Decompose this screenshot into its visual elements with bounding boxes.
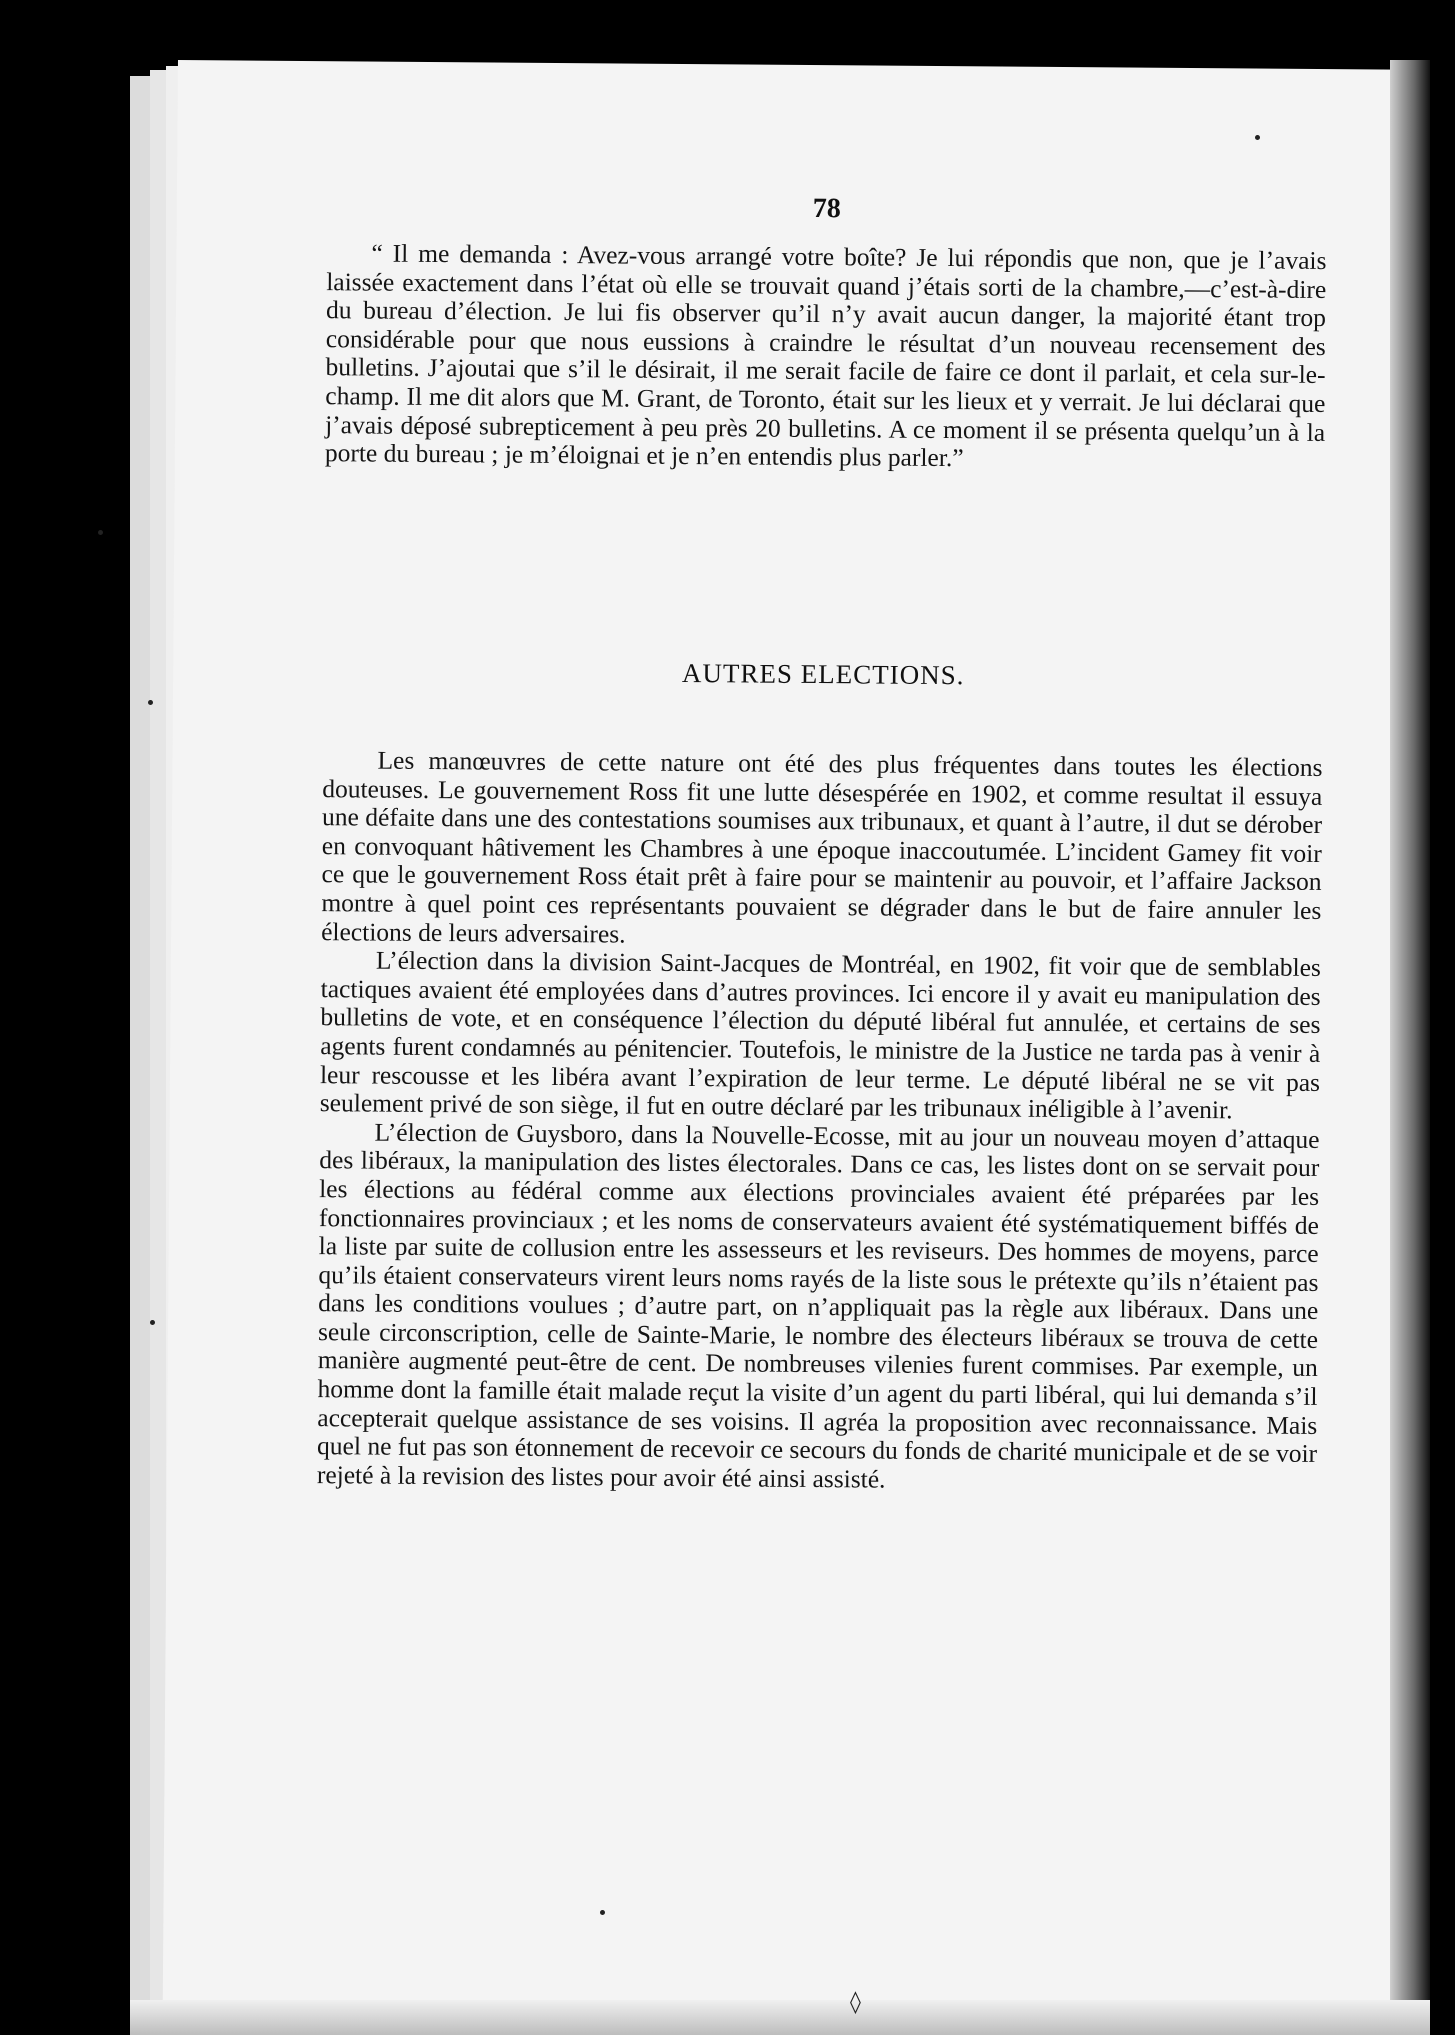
quote-block [325, 239, 1327, 476]
page-shadow [1390, 60, 1430, 2035]
speck [148, 700, 153, 705]
page-content [316, 61, 1328, 1494]
speck [150, 1320, 155, 1325]
speck [1255, 135, 1260, 140]
section-heading: AUTRES ELECTIONS. [681, 657, 965, 691]
page-bottom-edge [130, 2000, 1430, 2035]
speck [98, 530, 103, 535]
page-edge [150, 70, 166, 2035]
paragraph: L’élection dans la division Saint-Jacques de Montréal, en 1902, fit voir que de semblables tactiques avaient été employées dans d’autres provinces. Ici encore il y avait eu manipulation des bulletins de vote, et en conséquence l’élection du député libéral fut annulée, et certains de ses agents furent condamnés au pénitencier. Toutefois, le ministre de la Justice ne tarda pas à venir à leur rescousse et les libéra avant l’expiration de leur terme. Le député libéral ne se vit pas seulement privé de son siège, il fut en outre déclaré par les tribunaux inéligible à l’avenir. [319, 945, 1322, 1125]
body-text [317, 746, 1323, 1497]
speck [600, 1910, 605, 1915]
quote-paragraph: “ Il me demanda : Avez-vous arrangé votre boîte? Je lui répondis que non, que je l’avais laissée exactement dans l’état où elle se trouvait quand j’étais sorti de la chambre,—c’est-à-dire du bureau d’élection. Je lui fis observer qu’il n’y avait aucun danger, la majorité étant trop considérable pour que nous eussions à craindre le résultat d’un nouveau recensement des bulletins. J’ajoutai que s’il le désirait, il me serait facile de faire ce dont il parlait, et cela sur-le-champ. Il me dit alors que M. Grant, de Toronto, était sur les lieux et y verrait. Je lui déclarai que j’avais déposé subrepticement à peu près 20 bulletins. A ce moment il se présenta quelqu’un à la porte du bureau ; je m’éloignai et je n’en entendis plus parler.” [324, 238, 1327, 473]
page-number: 78 [812, 192, 841, 225]
paragraph: L’élection de Guysboro, dans la Nouvelle-Ecosse, mit au jour un nouveau moyen d’attaque des libéraux, la manipulation des listes électorales. Dans ce cas, les listes dont on se servait pour les élections au fédéral comme aux élections provinciales avaient été préparées par les fonctionnaires provinciaux ; et les noms de conservateurs avaient été systématiquement biffés de la liste par suite de collusion entre les assesseurs et les reviseurs. Des hommes de moyens, parce qu’ils étaient conservateurs virent leurs noms rayés de la liste sous le prétexte qu’ils n’étaient pas dans les conditions voulues ; d’autre part, on n’appliquait pas la règle aux libéraux. Dans une seule circonscription, celle de Sainte-Marie, le nombre des électeurs libéraux se trouva de cette manière augmenté peut-être de cent. De nombreuses vilenies furent commises. Par exemple, un homme dont la famille était malade reçut la visite d’un agent du parti libéral, qui lui demanda s’il accepterait quelque assistance de ses voisins. Il agréa la proposition avec reconnaissance. Mais quel ne fut pas son étonnement de recevoir ce secours du fonds de charité municipale et de se voir rejeté à la revision des listes pour avoir été ainsi assisté. [316, 1117, 1320, 1494]
page-edge [130, 76, 150, 2035]
document-page [162, 60, 1413, 2035]
binding-mark-icon: ◊ [850, 1990, 861, 2015]
paragraph: Les manœuvres de cette nature ont été des plus fréquentes dans toutes les élections douteuses. Le gouvernement Ross fit une lutte désespérée en 1902, et comme resultat il essuya une défaite dans une des contestations soumises aux tribunaux, et quant à l’autre, il dut se dérober en convoquant hâtivement les Chambres à une époque inaccoutumée. L’incident Gamey fit voir ce que le gouvernement Ross était prêt à faire pour se maintenir au pouvoir, et l’affaire Jackson montre à quel point ces représentants pouvaient se dégrader dans le but de faire annuler les élections de leurs adversaires. [321, 745, 1323, 949]
